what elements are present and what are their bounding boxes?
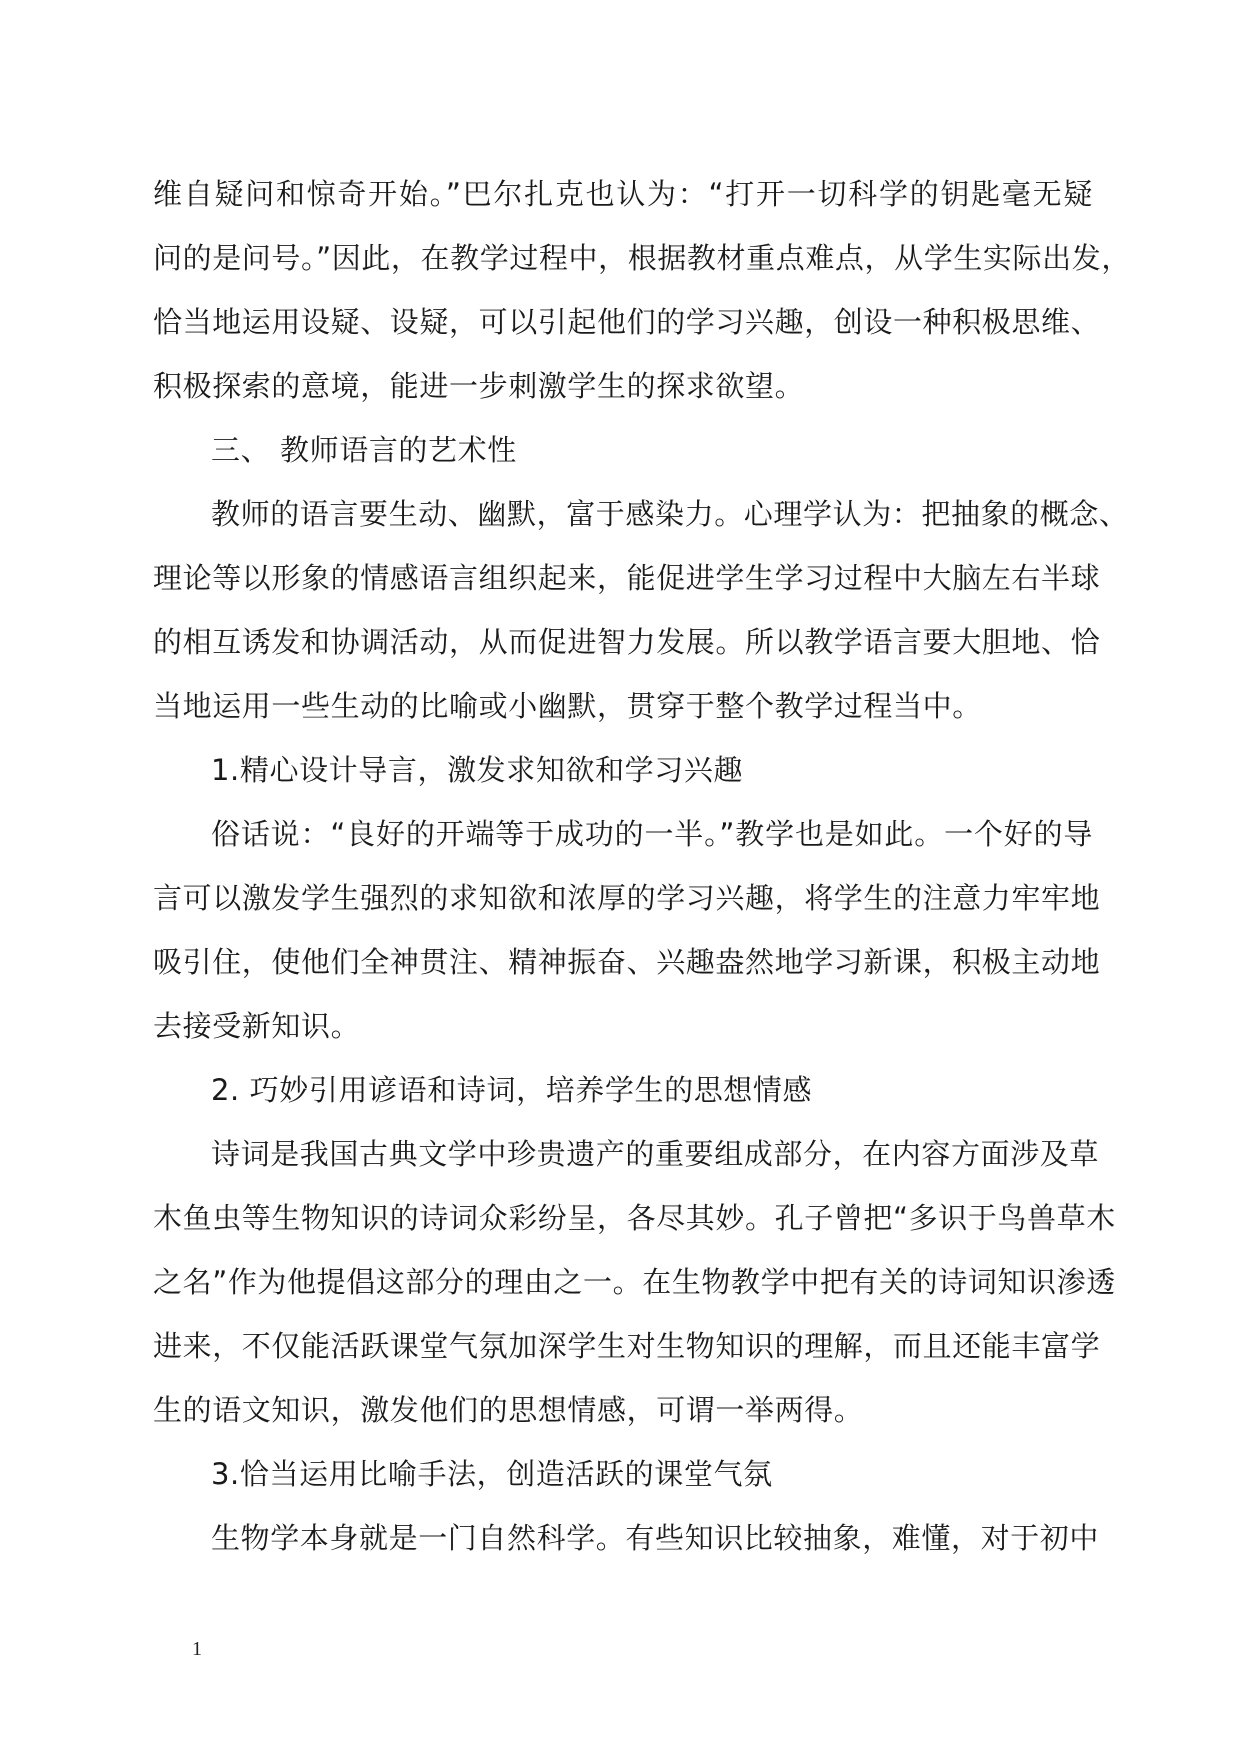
paragraph-line: 的相互诱发和协调活动，从而促进智力发展。所以教学语言要大胆地、恰 [153,625,1101,659]
section-heading: 三、 教师语言的艺术性 [211,433,517,467]
paragraph-line: 之名”作为他提倡这部分的理由之一。在生物教学中把有关的诗词知识渗透 [153,1265,1116,1299]
paragraph-line: 问的是问号。”因此，在教学过程中，根据教材重点难点，从学生实际出发， [153,241,1131,275]
body-text [153,162,1131,1570]
paragraph-line: 当地运用一些生动的比喻或小幽默，贯穿于整个教学过程当中。 [153,689,982,723]
subheading-2: 2. 巧妙引用谚语和诗词，培养学生的思想情感 [211,1073,813,1107]
paragraph-line: 进来，不仅能活跃课堂气氛加深学生对生物知识的理解，而且还能丰富学 [153,1329,1101,1363]
paragraph-line: 吸引住，使他们全神贯注、精神振奋、兴趣盎然地学习新课，积极主动地 [153,945,1101,979]
paragraph-line: 言可以激发学生强烈的求知欲和浓厚的学习兴趣，将学生的注意力牢牢地 [153,881,1101,915]
subheading-1: 1.精心设计导言，激发求知欲和学习兴趣 [211,753,744,787]
paragraph-line: 恰当地运用设疑、设疑，可以引起他们的学习兴趣，创设一种积极思维、 [153,305,1101,339]
paragraph-line: 木鱼虫等生物知识的诗词众彩纷呈，各尽其妙。孔子曾把“多识于鸟兽草木 [153,1201,1116,1235]
paragraph-line: 积极探索的意境，能进一步刺激学生的探求欲望。 [153,369,805,403]
paragraph-line: 俗话说：“良好的开端等于成功的一半。”教学也是如此。一个好的导 [211,817,1093,851]
paragraph-line: 理论等以形象的情感语言组织起来，能促进学生学习过程中大脑左右半球 [153,561,1101,595]
paragraph-line: 去接受新知识。 [153,1009,361,1043]
paragraph-line: 维自疑问和惊奇开始。”巴尔扎克也认为：“打开一切科学的钥匙毫无疑 [153,177,1093,211]
subheading-3: 3.恰当运用比喻手法，创造活跃的课堂气氛 [211,1457,773,1491]
paragraph-line: 生的语文知识，激发他们的思想情感，可谓一举两得。 [153,1393,864,1427]
paragraph-line: 生物学本身就是一门自然科学。有些知识比较抽象，难懂，对于初中 [211,1521,1100,1555]
paragraph-line: 诗词是我国古典文学中珍贵遗产的重要组成部分，在内容方面涉及草 [211,1137,1100,1171]
paragraph-line: 教师的语言要生动、幽默，富于感染力。心理学认为：把抽象的概念、 [211,497,1129,531]
page-number: 1 [192,1638,202,1660]
